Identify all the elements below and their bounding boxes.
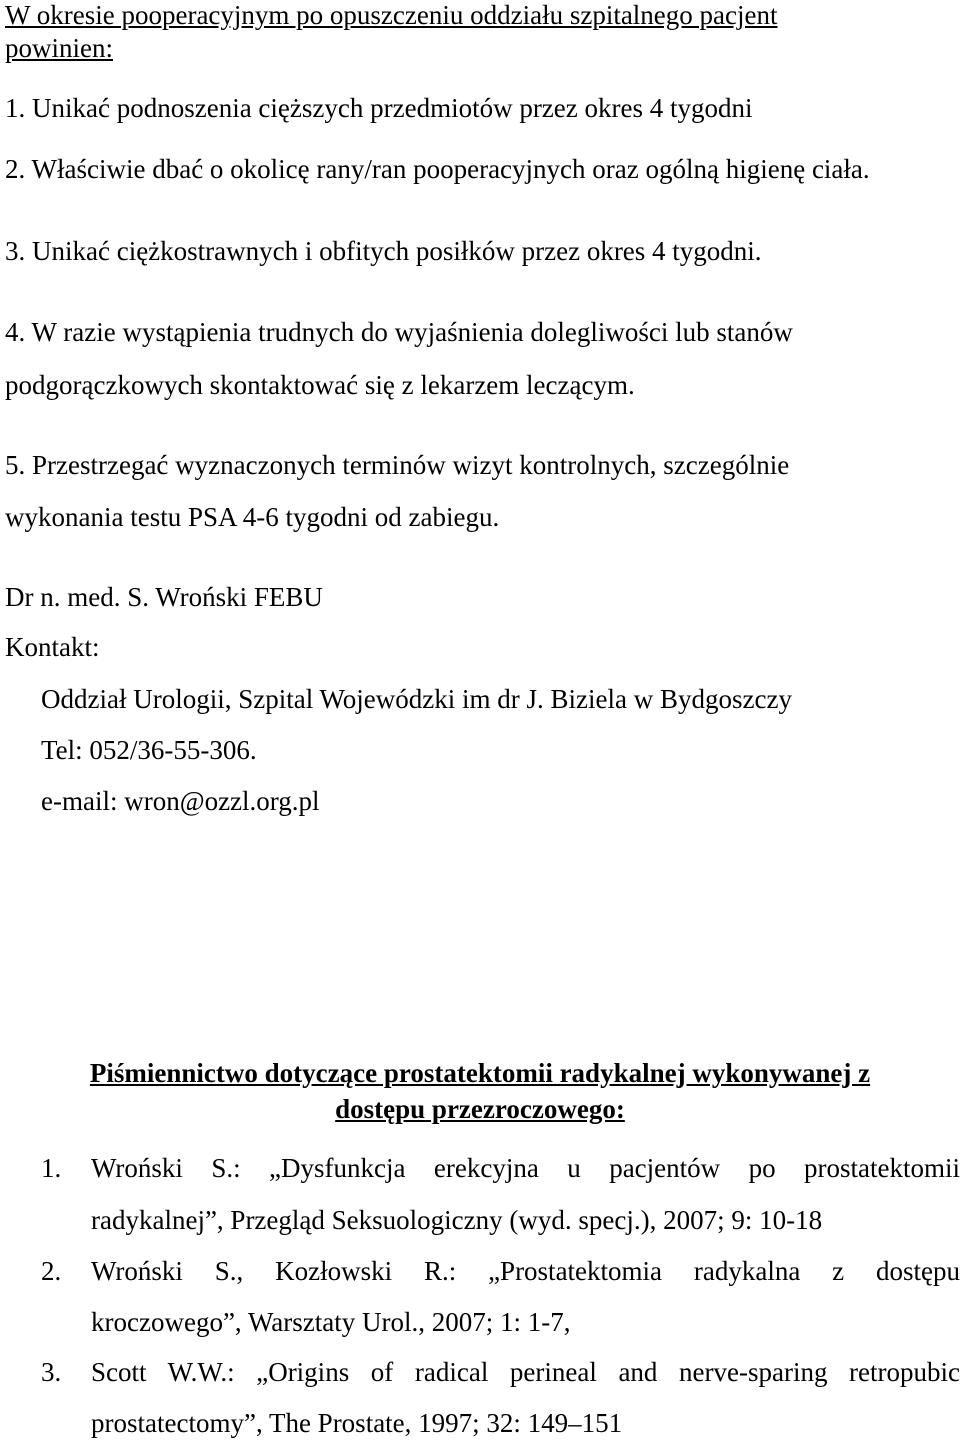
reference-2-line-2: kroczowego”, Warsztaty Urol., 2007; 1: 1-7, bbox=[91, 1307, 571, 1337]
recommendation-4-line-2: podgorączkowych skontaktować się z lekarzem leczącym. bbox=[5, 370, 635, 400]
reference-3-line-1: Scott W.W.: „Origins of radical perineal and nerve-sparing retropubic bbox=[91, 1357, 960, 1387]
contact-phone: Tel: 052/36-55-306. bbox=[41, 735, 257, 765]
reference-1-line-1: Wroński S.: „Dysfunkcja erekcyjna u pacjentów po prostatektomii bbox=[91, 1153, 960, 1183]
recommendation-5-line-2: wykonania testu PSA 4-6 tygodni od zabiegu. bbox=[5, 502, 500, 532]
reference-2-line-1: Wroński S., Kozłowski R.: „Prostatektomia radykalna z dostępu bbox=[91, 1256, 960, 1286]
contact-institution: Oddział Urologii, Szpital Wojewódzki im dr J. Biziela w Bydgoszczy bbox=[41, 684, 792, 714]
recommendation-1: 1. Unikać podnoszenia cięższych przedmiotów przez okres 4 tygodni bbox=[5, 93, 753, 123]
recommendation-3: 3. Unikać ciężkostrawnych i obfitych posiłków przez okres 4 tygodni. bbox=[5, 236, 762, 266]
recommendation-2: 2. Właściwie dbać o okolicę rany/ran pooperacyjnych oraz ogólną higienę ciała. bbox=[5, 154, 870, 184]
reference-1-line-2: radykalnej”, Przegląd Seksuologiczny (wyd. specj.), 2007; 9: 10-18 bbox=[91, 1205, 823, 1235]
recommendation-5-line-1: 5. Przestrzegać wyznaczonych terminów wizyt kontrolnych, szczególnie bbox=[5, 450, 790, 480]
bibliography-heading-line-2: dostępu przezroczowego: bbox=[335, 1094, 625, 1124]
email-link[interactable]: e-mail: wron@ozzl.org.pl bbox=[41, 786, 320, 816]
reference-3-number: 3. bbox=[41, 1357, 62, 1387]
intro-line-2: powinien: bbox=[5, 33, 113, 63]
reference-3-line-2: prostatectomy”, The Prostate, 1997; 32: 149–151 bbox=[91, 1408, 623, 1438]
author-name: Dr n. med. S. Wroński FEBU bbox=[5, 582, 323, 612]
reference-1-number: 1. bbox=[41, 1153, 62, 1183]
reference-2-number: 2. bbox=[41, 1256, 62, 1286]
contact-label: Kontakt: bbox=[5, 632, 100, 662]
recommendation-4-line-1: 4. W razie wystąpienia trudnych do wyjaśnienia dolegliwości lub stanów bbox=[5, 317, 793, 347]
intro-line-1: W okresie pooperacyjnym po opuszczeniu oddziału szpitalnego pacjent bbox=[5, 0, 778, 30]
contact-email[interactable] bbox=[41, 786, 320, 817]
bibliography-heading-line-1: Piśmiennictwo dotyczące prostatektomii radykalnej wykonywanej z bbox=[89, 1058, 871, 1088]
